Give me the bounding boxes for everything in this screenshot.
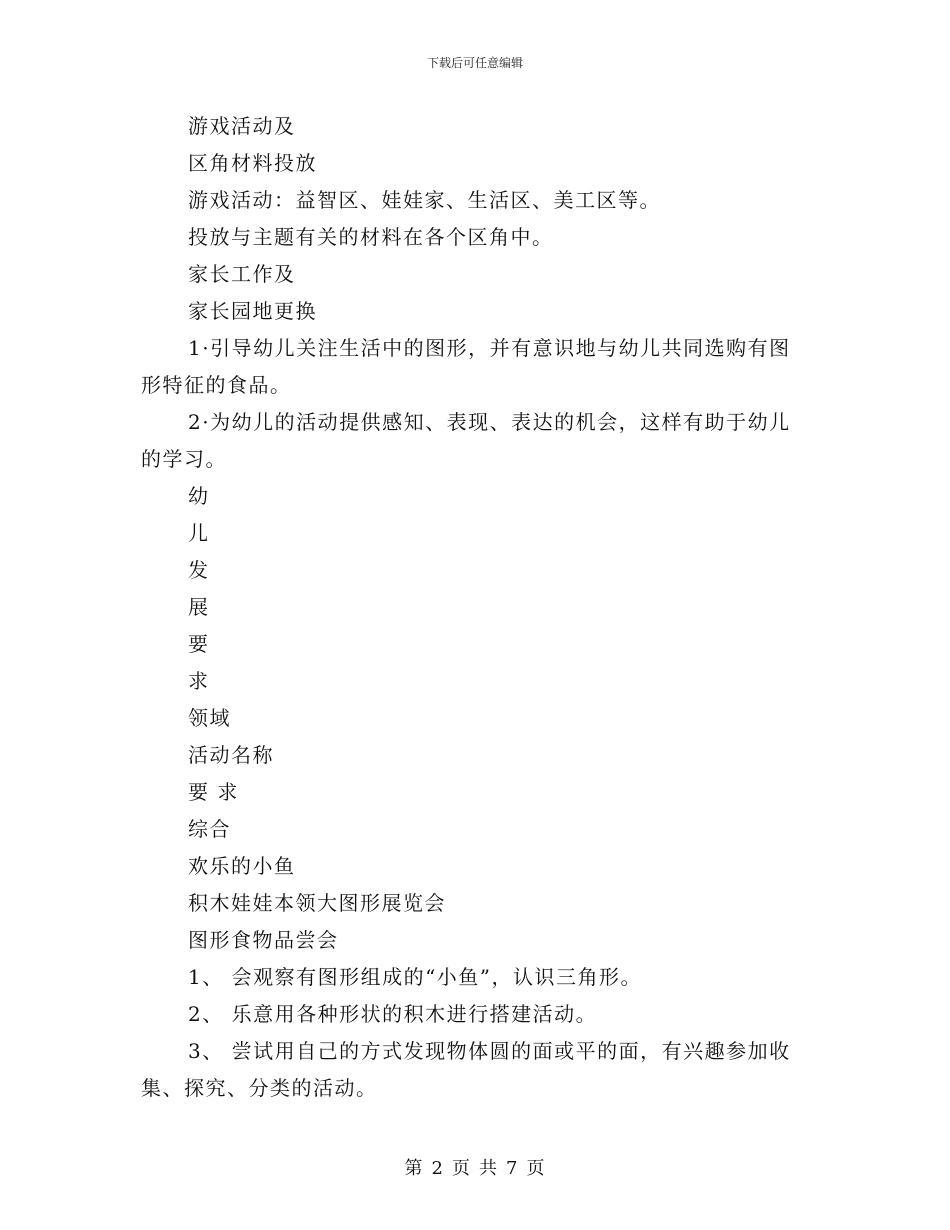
- paragraph: 图形食物品尝会: [188, 928, 339, 952]
- paragraph: 欢乐的小鱼: [188, 854, 296, 878]
- paragraph: 求: [188, 669, 210, 693]
- page-unit-label-2: 页: [526, 1158, 546, 1179]
- page-number-footer: [0, 1154, 950, 1180]
- page-header-note: 下载后可任意编辑: [426, 56, 523, 70]
- paragraph: 2·为幼儿的活动提供感知、表现、表达的机会，这样有助于幼儿的学习。: [141, 410, 791, 471]
- paragraph: 积木娃娃本领大图形展览会: [188, 891, 446, 915]
- paragraph: 1·引导幼儿关注生活中的图形，并有意识地与幼儿共同选购有图形特征的食品。: [141, 336, 791, 397]
- document-body: [141, 108, 811, 1107]
- paragraph: 游戏活动：益智区、娃娃家、生活区、美工区等。: [188, 188, 661, 212]
- page-unit-label: 页: [452, 1158, 471, 1179]
- paragraph: 要 求: [188, 780, 239, 804]
- paragraph: 家长工作及: [188, 262, 296, 286]
- paragraph: 展: [188, 595, 210, 619]
- paragraph: 活动名称: [188, 743, 274, 767]
- paragraph: 游戏活动及: [188, 114, 296, 138]
- paragraph: 2、 乐意用各种形状的积木进行搭建活动。: [188, 1002, 598, 1026]
- current-page-number: 2: [431, 1158, 444, 1179]
- paragraph: 幼: [188, 484, 210, 508]
- page-label: 第: [404, 1158, 424, 1179]
- total-page-number: 7: [506, 1158, 519, 1179]
- paragraph: 儿: [188, 521, 210, 545]
- paragraph: 区角材料投放: [188, 151, 317, 175]
- paragraph: 3、 尝试用自己的方式发现物体圆的面或平的面，有兴趣参加收集、探究、分类的活动。: [141, 1039, 791, 1100]
- paragraph: 要: [188, 632, 210, 656]
- total-label: 共: [479, 1158, 498, 1179]
- paragraph: 投放与主题有关的材料在各个区角中。: [188, 225, 554, 249]
- paragraph: 家长园地更换: [188, 299, 317, 323]
- paragraph: 1、 会观察有图形组成的“小鱼”，认识三角形。: [188, 965, 643, 989]
- paragraph: 发: [188, 558, 210, 582]
- paragraph: 领域: [188, 706, 231, 730]
- paragraph: 综合: [188, 817, 231, 841]
